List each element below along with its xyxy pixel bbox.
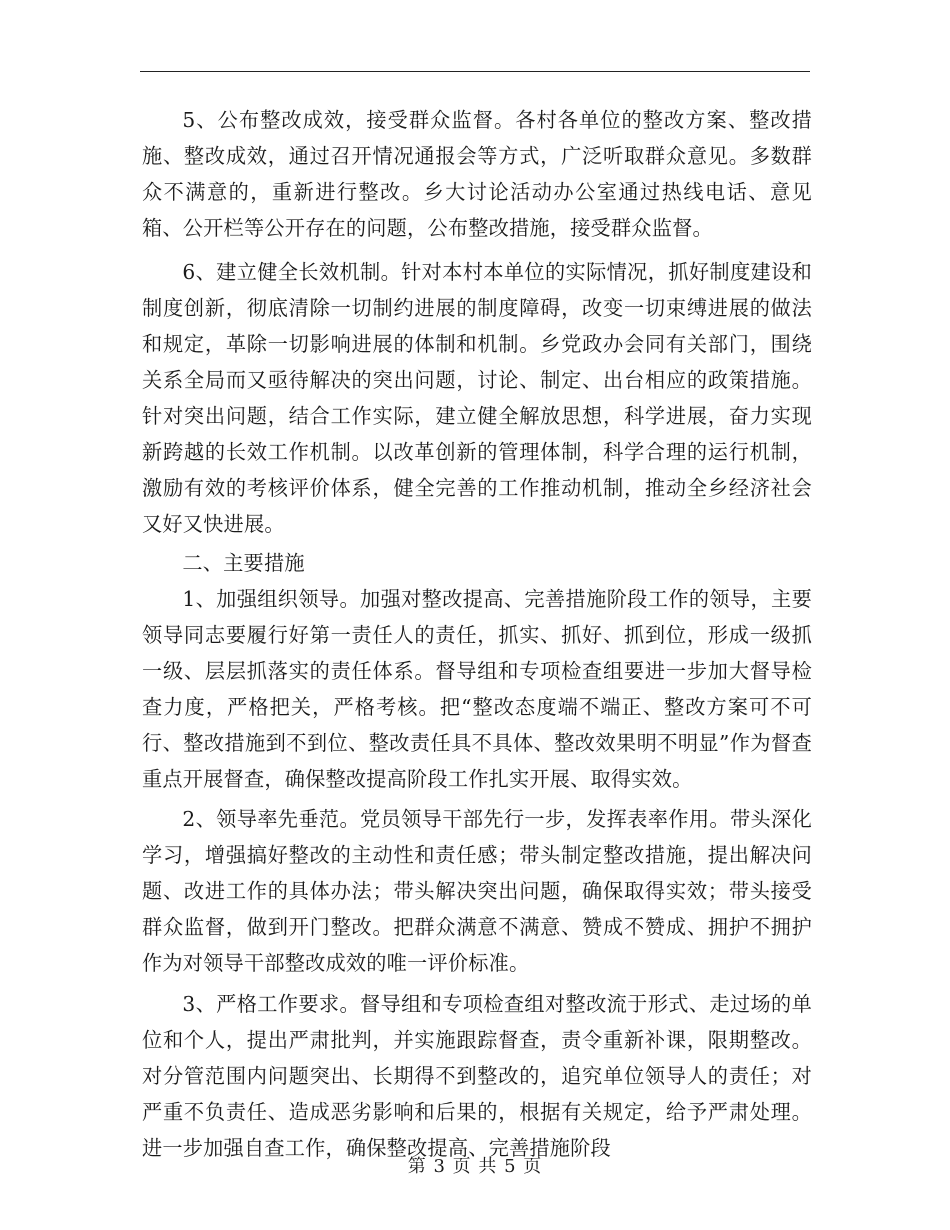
paragraph-publish-results: 5、公布整改成效，接受群众监督。各村各单位的整改方案、整改措施、整改成效，通过召开情况通报会等方式，广泛听取群众意见。多数群众不满意的，重新进行整改。乡大讨论活动办公室通过热线电话、意见箱、公开栏等公开存在的问题，公布整改措施，接受群众监督。 [142, 108, 812, 240]
document-body [142, 102, 812, 1166]
paragraph-long-term-mechanism: 6、建立健全长效机制。针对本村本单位的实际情况，抓好制度建设和制度创新，彻底清除一切制约进展的制度障碍，改变一切束缚进展的做法和规定，革除一切影响进展的体制和机制。乡党政办会同有关部门，围绕关系全局而又亟待解决的突出问题，讨论、制定、出台相应的政策措施。针对突出问题，结合工作实际，建立健全解放思想，科学进展，奋力实现新跨越的长效工作机制。以改革创新的管理体制，科学合理的运行机制，激励有效的考核评价体系，健全完善的工作推动机制，推动全乡经济社会又好又快进展。 [142, 260, 812, 536]
section-heading-main-measures: 二、主要措施 [182, 551, 305, 575]
paragraph-leaders-set-example: 2、领导率先垂范。党员领导干部先行一步，发挥表率作用。带头深化学习，增强搞好整改的主动性和责任感；带头制定整改措施，提出解决问题、改进工作的具体办法；带头解决突出问题，确保取得实效；带头接受群众监督，做到开门整改。把群众满意不满意、赞成不赞成、拥护不拥护作为对领导干部整改成效的唯一评价标准。 [142, 807, 812, 975]
paragraph-strict-requirements: 3、严格工作要求。督导组和专项检查组对整改流于形式、走过场的单位和个人，提出严肃批判，并实施跟踪督查，责令重新补课，限期整改。对分管范围内问题突出、长期得不到整改的，追究单位领导人的责任；对严重不负责任、造成恶劣影响和后果的，根据有关规定，给予严肃处理。进一步加强自查工作，确保整改提高、完善措施阶段 [142, 992, 812, 1160]
paragraph-organizational-leadership: 1、加强组织领导。加强对整改提高、完善措施阶段工作的领导，主要领导同志要履行好第一责任人的责任，抓实、抓好、抓到位，形成一级抓一级、层层抓落实的责任体系。督导组和专项检查组要进一步加大督导检查力度，严格把关，严格考核。把“整改态度端不端正、整改方案可不可行、整改措施到不到位、整改责任具不具体、整改效果明不明显”作为督查重点开展督查，确保整改提高阶段工作扎实开展、取得实效。 [142, 587, 812, 791]
header-rule [140, 71, 810, 72]
page-number-footer: 第 3 页 共 5 页 [407, 1156, 543, 1177]
